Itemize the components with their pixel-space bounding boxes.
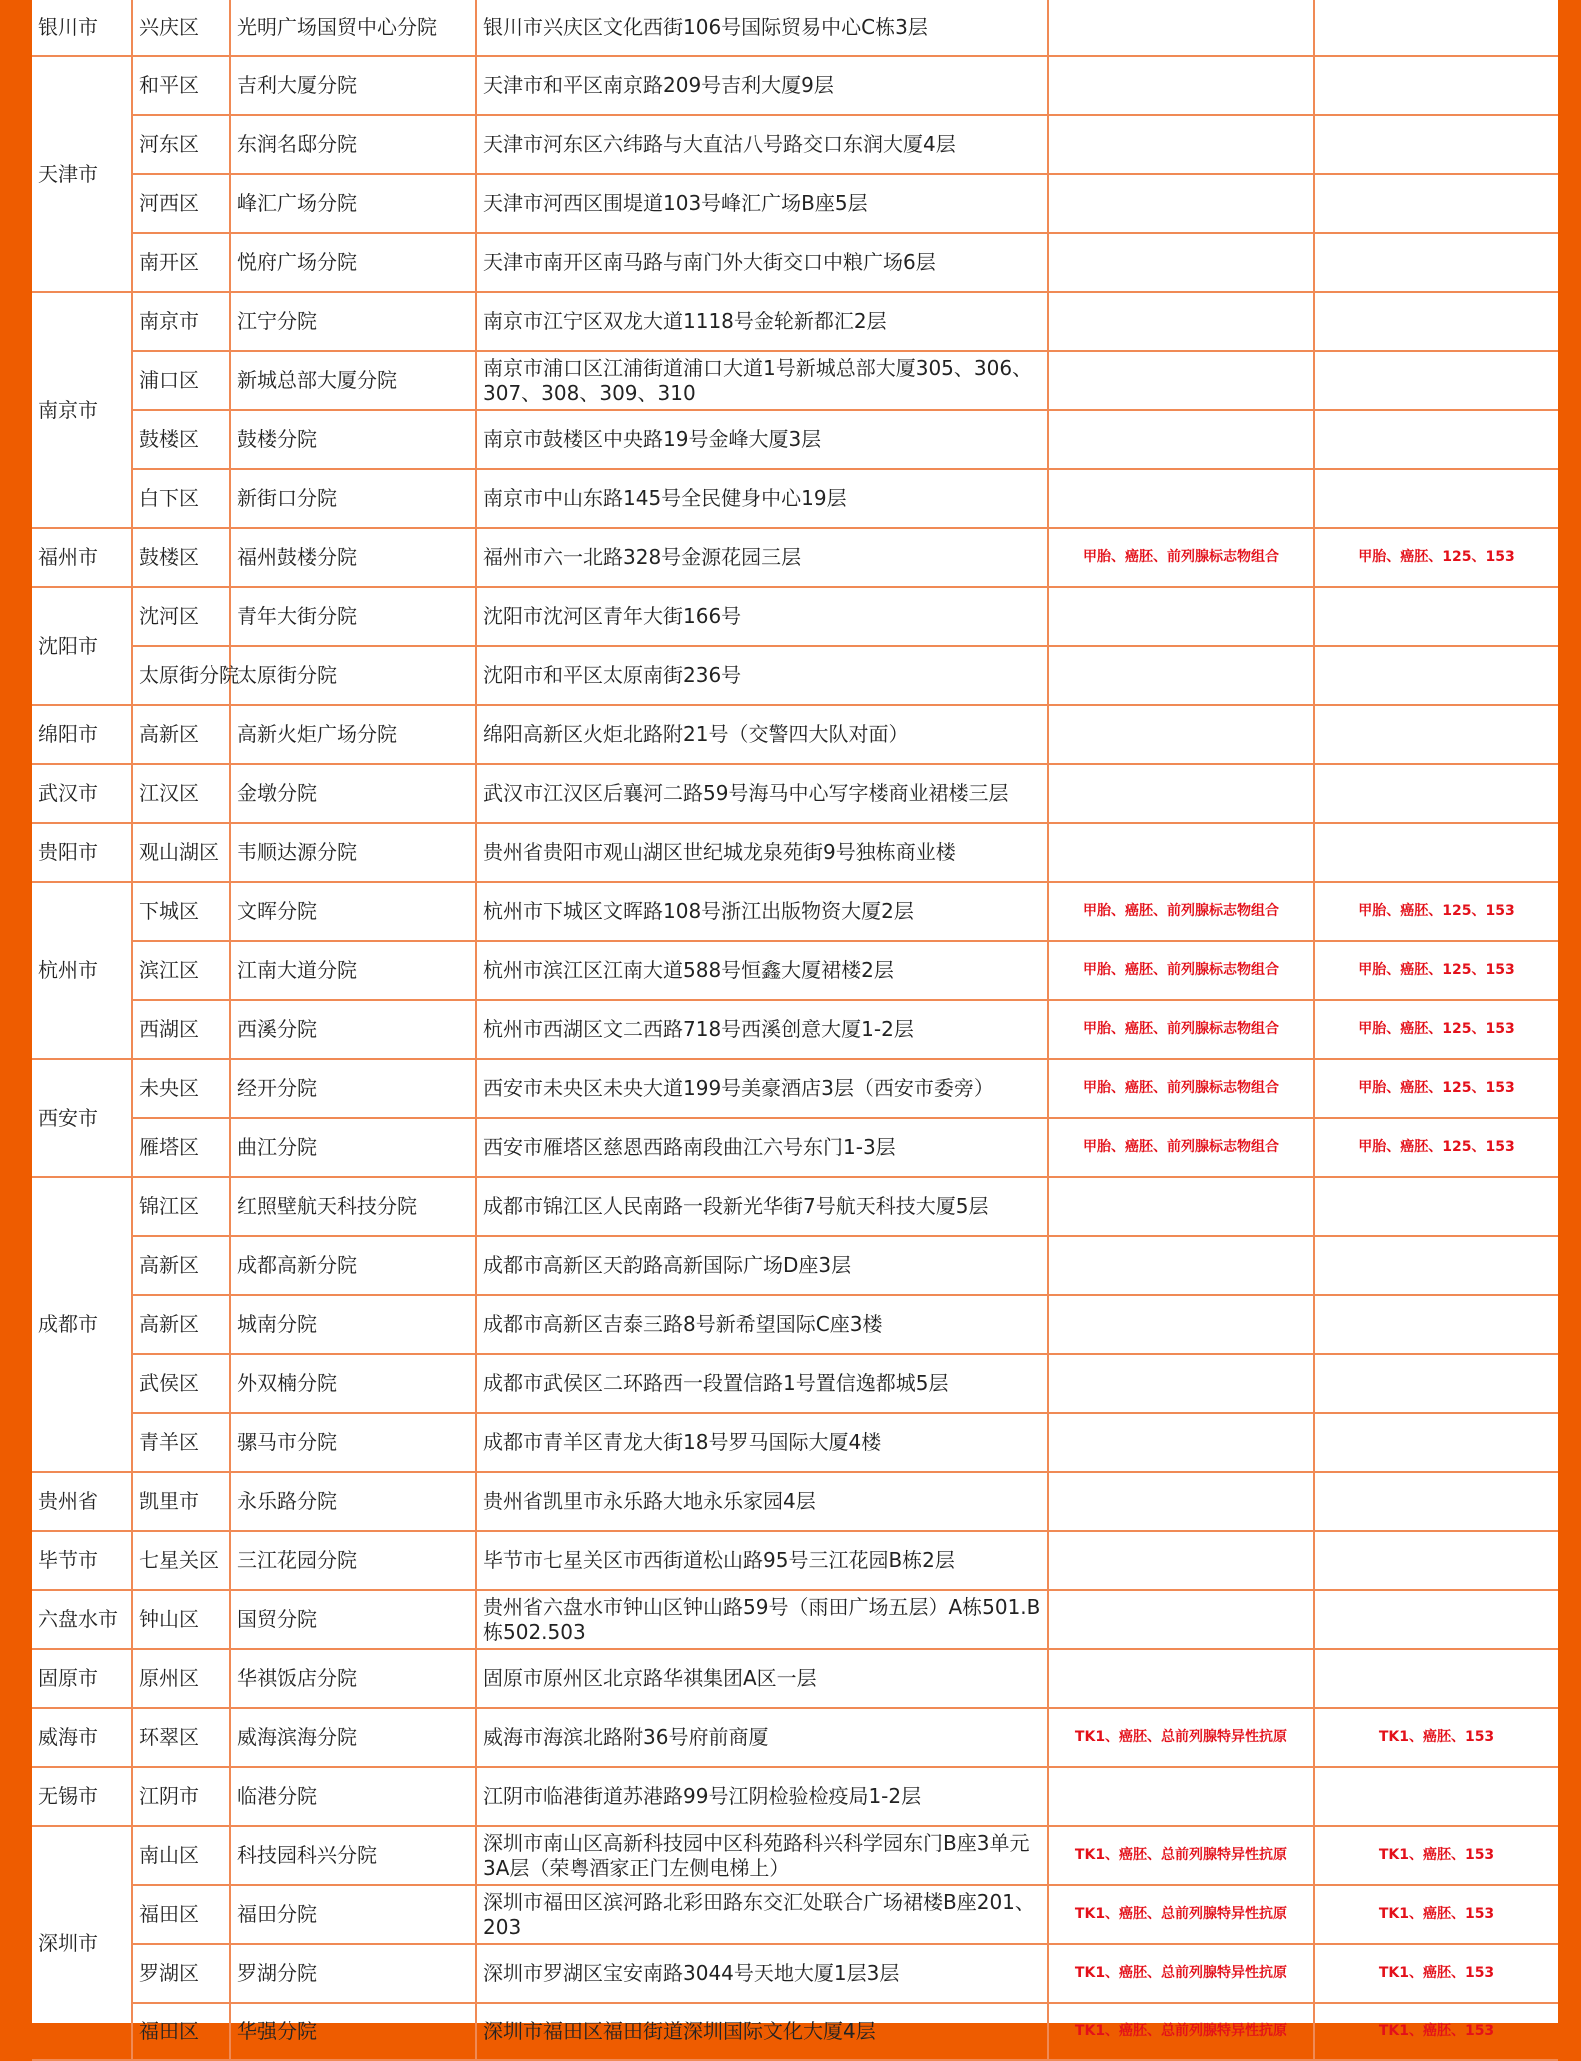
package-a-cell [1048, 115, 1314, 174]
address-cell: 固原市原州区北京路华祺集团A区一层 [476, 1649, 1048, 1708]
package-b-cell: 甲胎、癌胚、125、153 [1314, 1000, 1558, 1059]
address-cell: 深圳市南山区高新科技园中区科苑路科兴科学园东门B座3单元3A层（荣粤酒家正门左侧电梯上） [476, 1826, 1048, 1885]
package-a-cell: 甲胎、癌胚、前列腺标志物组合 [1048, 528, 1314, 587]
address-cell: 贵州省凯里市永乐路大地永乐家园4层 [476, 1472, 1048, 1531]
district-cell: 未央区 [132, 1059, 230, 1118]
city-cell: 福州市 [32, 528, 132, 587]
table-row [32, 1649, 1558, 1708]
address-cell: 江阴市临港街道苏港路99号江阴检验检疫局1-2层 [476, 1767, 1048, 1826]
package-a-cell [1048, 1649, 1314, 1708]
package-a-cell: 甲胎、癌胚、前列腺标志物组合 [1048, 1118, 1314, 1177]
package-b-cell [1314, 1236, 1558, 1295]
package-b-cell: 甲胎、癌胚、125、153 [1314, 1118, 1558, 1177]
district-cell: 七星关区 [132, 1531, 230, 1590]
district-cell: 兴庆区 [132, 0, 230, 56]
branch-name-cell: 江宁分院 [230, 292, 476, 351]
address-cell: 天津市南开区南马路与南门外大街交口中粮广场6层 [476, 233, 1048, 292]
package-a-cell [1048, 56, 1314, 115]
table-row [32, 292, 1558, 351]
address-cell: 深圳市福田区福田街道深圳国际文化大厦4层 [476, 2003, 1048, 2060]
branch-name-cell: 江南大道分院 [230, 941, 476, 1000]
branch-name-cell: 三江花园分院 [230, 1531, 476, 1590]
address-cell: 杭州市下城区文晖路108号浙江出版物资大厦2层 [476, 882, 1048, 941]
branch-name-cell: 国贸分院 [230, 1590, 476, 1649]
city-cell: 无锡市 [32, 1767, 132, 1826]
address-cell: 成都市高新区天韵路高新国际广场D座3层 [476, 1236, 1048, 1295]
city-cell: 武汉市 [32, 764, 132, 823]
table-row [32, 1944, 1558, 2003]
address-cell: 南京市浦口区江浦街道浦口大道1号新城总部大厦305、306、307、308、309、310 [476, 351, 1048, 410]
branch-name-cell: 福州鼓楼分院 [230, 528, 476, 587]
package-b-cell: TK1、癌胚、153 [1314, 1885, 1558, 1944]
table-row [32, 1708, 1558, 1767]
city-cell: 六盘水市 [32, 1590, 132, 1649]
table-row [32, 705, 1558, 764]
package-a-cell: 甲胎、癌胚、前列腺标志物组合 [1048, 941, 1314, 1000]
table-row [32, 0, 1558, 56]
address-cell: 深圳市罗湖区宝安南路3044号天地大厦1层3层 [476, 1944, 1048, 2003]
district-cell: 武侯区 [132, 1354, 230, 1413]
district-cell: 沈河区 [132, 587, 230, 646]
package-a-cell [1048, 1472, 1314, 1531]
city-cell: 西安市 [32, 1059, 132, 1177]
branch-name-cell: 临港分院 [230, 1767, 476, 1826]
district-cell: 南山区 [132, 1826, 230, 1885]
table-row [32, 1826, 1558, 1885]
branch-name-cell: 太原街分院 [230, 646, 476, 705]
address-cell: 南京市江宁区双龙大道1118号金轮新都汇2层 [476, 292, 1048, 351]
district-cell: 河东区 [132, 115, 230, 174]
package-b-cell [1314, 1413, 1558, 1472]
package-b-cell: 甲胎、癌胚、125、153 [1314, 528, 1558, 587]
package-a-cell [1048, 1590, 1314, 1649]
table-row [32, 1767, 1558, 1826]
address-cell: 成都市锦江区人民南路一段新光华街7号航天科技大厦5层 [476, 1177, 1048, 1236]
table-row [32, 882, 1558, 941]
package-b-cell [1314, 1354, 1558, 1413]
branch-name-cell: 悦府广场分院 [230, 233, 476, 292]
package-a-cell [1048, 1531, 1314, 1590]
district-cell: 雁塔区 [132, 1118, 230, 1177]
package-a-cell [1048, 469, 1314, 528]
package-a-cell [1048, 351, 1314, 410]
package-b-cell [1314, 646, 1558, 705]
city-cell: 杭州市 [32, 882, 132, 1059]
branch-name-cell: 华强分院 [230, 2003, 476, 2060]
city-cell: 贵阳市 [32, 823, 132, 882]
table-row [32, 1413, 1558, 1472]
table-row [32, 823, 1558, 882]
district-cell: 凯里市 [132, 1472, 230, 1531]
table-row [32, 646, 1558, 705]
address-cell: 成都市武侯区二环路西一段置信路1号置信逸都城5层 [476, 1354, 1048, 1413]
district-cell: 和平区 [132, 56, 230, 115]
address-cell: 南京市中山东路145号全民健身中心19层 [476, 469, 1048, 528]
table-row [32, 1177, 1558, 1236]
package-b-cell: 甲胎、癌胚、125、153 [1314, 882, 1558, 941]
city-cell: 贵州省 [32, 1472, 132, 1531]
address-cell: 威海市海滨北路附36号府前商厦 [476, 1708, 1048, 1767]
branch-table-body [32, 0, 1558, 2060]
district-cell: 江汉区 [132, 764, 230, 823]
address-cell: 杭州市滨江区江南大道588号恒鑫大厦裙楼2层 [476, 941, 1048, 1000]
package-b-cell [1314, 1767, 1558, 1826]
district-cell: 环翠区 [132, 1708, 230, 1767]
district-cell: 江阴市 [132, 1767, 230, 1826]
branch-name-cell: 骡马市分院 [230, 1413, 476, 1472]
table-row [32, 1295, 1558, 1354]
address-cell: 天津市河西区围堤道103号峰汇广场B座5层 [476, 174, 1048, 233]
branch-name-cell: 外双楠分院 [230, 1354, 476, 1413]
package-b-cell [1314, 1531, 1558, 1590]
district-cell: 鼓楼区 [132, 410, 230, 469]
city-cell: 固原市 [32, 1649, 132, 1708]
branch-name-cell: 青年大街分院 [230, 587, 476, 646]
address-cell: 天津市河东区六纬路与大直沽八号路交口东润大厦4层 [476, 115, 1048, 174]
district-cell: 太原街分院 [132, 646, 230, 705]
package-a-cell [1048, 764, 1314, 823]
package-b-cell [1314, 233, 1558, 292]
package-a-cell [1048, 646, 1314, 705]
package-b-cell: TK1、癌胚、153 [1314, 1826, 1558, 1885]
district-cell: 青羊区 [132, 1413, 230, 1472]
package-b-cell [1314, 1590, 1558, 1649]
package-b-cell [1314, 115, 1558, 174]
address-cell: 杭州市西湖区文二西路718号西溪创意大厦1-2层 [476, 1000, 1048, 1059]
district-cell: 河西区 [132, 174, 230, 233]
table-row [32, 1118, 1558, 1177]
address-cell: 沈阳市沈河区青年大街166号 [476, 587, 1048, 646]
address-cell: 贵州省六盘水市钟山区钟山路59号（雨田广场五层）A栋501.B栋502.503 [476, 1590, 1048, 1649]
package-a-cell: TK1、癌胚、总前列腺特异性抗原 [1048, 1885, 1314, 1944]
table-row [32, 469, 1558, 528]
branch-name-cell: 韦顺达源分院 [230, 823, 476, 882]
package-a-cell [1048, 292, 1314, 351]
address-cell: 西安市雁塔区慈恩西路南段曲江六号东门1-3层 [476, 1118, 1048, 1177]
district-cell: 高新区 [132, 1295, 230, 1354]
package-a-cell [1048, 1236, 1314, 1295]
district-cell: 浦口区 [132, 351, 230, 410]
table-row [32, 764, 1558, 823]
package-b-cell [1314, 1649, 1558, 1708]
package-b-cell [1314, 1295, 1558, 1354]
table-row [32, 587, 1558, 646]
branch-name-cell: 峰汇广场分院 [230, 174, 476, 233]
district-cell: 白下区 [132, 469, 230, 528]
district-cell: 锦江区 [132, 1177, 230, 1236]
package-a-cell: 甲胎、癌胚、前列腺标志物组合 [1048, 882, 1314, 941]
package-b-cell: 甲胎、癌胚、125、153 [1314, 941, 1558, 1000]
package-a-cell [1048, 705, 1314, 764]
branch-name-cell: 文晖分院 [230, 882, 476, 941]
branch-name-cell: 东润名邸分院 [230, 115, 476, 174]
branch-name-cell: 红照壁航天科技分院 [230, 1177, 476, 1236]
package-a-cell [1048, 174, 1314, 233]
branch-name-cell: 西溪分院 [230, 1000, 476, 1059]
package-a-cell [1048, 1767, 1314, 1826]
table-row [32, 528, 1558, 587]
branch-name-cell: 吉利大厦分院 [230, 56, 476, 115]
package-a-cell [1048, 0, 1314, 56]
district-cell: 滨江区 [132, 941, 230, 1000]
table-row [32, 56, 1558, 115]
package-a-cell [1048, 1354, 1314, 1413]
branch-name-cell: 科技园科兴分院 [230, 1826, 476, 1885]
district-cell: 西湖区 [132, 1000, 230, 1059]
table-row [32, 1885, 1558, 1944]
package-b-cell [1314, 469, 1558, 528]
table-row [32, 2003, 1558, 2060]
city-cell: 天津市 [32, 56, 132, 292]
branch-name-cell: 城南分院 [230, 1295, 476, 1354]
address-cell: 福州市六一北路328号金源花园三层 [476, 528, 1048, 587]
table-row [32, 1354, 1558, 1413]
city-cell: 威海市 [32, 1708, 132, 1767]
city-cell: 毕节市 [32, 1531, 132, 1590]
package-a-cell [1048, 587, 1314, 646]
branch-name-cell: 光明广场国贸中心分院 [230, 0, 476, 56]
district-cell: 下城区 [132, 882, 230, 941]
address-cell: 沈阳市和平区太原南街236号 [476, 646, 1048, 705]
package-b-cell [1314, 1472, 1558, 1531]
branch-name-cell: 新街口分院 [230, 469, 476, 528]
branch-name-cell: 金墩分院 [230, 764, 476, 823]
address-cell: 南京市鼓楼区中央路19号金峰大厦3层 [476, 410, 1048, 469]
package-a-cell: TK1、癌胚、总前列腺特异性抗原 [1048, 1944, 1314, 2003]
package-b-cell [1314, 1177, 1558, 1236]
district-cell: 鼓楼区 [132, 528, 230, 587]
table-row [32, 1590, 1558, 1649]
package-b-cell [1314, 292, 1558, 351]
branch-name-cell: 曲江分院 [230, 1118, 476, 1177]
city-cell: 成都市 [32, 1177, 132, 1472]
branch-name-cell: 威海滨海分院 [230, 1708, 476, 1767]
branch-name-cell: 华祺饭店分院 [230, 1649, 476, 1708]
package-a-cell [1048, 1413, 1314, 1472]
package-a-cell [1048, 1177, 1314, 1236]
package-b-cell [1314, 56, 1558, 115]
district-cell: 南京市 [132, 292, 230, 351]
package-a-cell: TK1、癌胚、总前列腺特异性抗原 [1048, 1708, 1314, 1767]
district-cell: 钟山区 [132, 1590, 230, 1649]
package-b-cell [1314, 174, 1558, 233]
city-cell: 绵阳市 [32, 705, 132, 764]
package-b-cell [1314, 587, 1558, 646]
branch-name-cell: 永乐路分院 [230, 1472, 476, 1531]
table-row [32, 351, 1558, 410]
table-row [32, 410, 1558, 469]
branch-name-cell: 鼓楼分院 [230, 410, 476, 469]
address-cell: 天津市和平区南京路209号吉利大厦9层 [476, 56, 1048, 115]
address-cell: 银川市兴庆区文化西街106号国际贸易中心C栋3层 [476, 0, 1048, 56]
table-row [32, 1531, 1558, 1590]
district-cell: 高新区 [132, 1236, 230, 1295]
package-b-cell: TK1、癌胚、153 [1314, 1708, 1558, 1767]
table-row [32, 233, 1558, 292]
branch-name-cell: 经开分院 [230, 1059, 476, 1118]
package-a-cell: TK1、癌胚、总前列腺特异性抗原 [1048, 1826, 1314, 1885]
district-cell: 南开区 [132, 233, 230, 292]
package-b-cell [1314, 705, 1558, 764]
district-cell: 观山湖区 [132, 823, 230, 882]
district-cell: 高新区 [132, 705, 230, 764]
package-b-cell [1314, 351, 1558, 410]
city-cell: 深圳市 [32, 1826, 132, 2060]
package-b-cell: 甲胎、癌胚、125、153 [1314, 1059, 1558, 1118]
branch-name-cell: 高新火炬广场分院 [230, 705, 476, 764]
address-cell: 绵阳高新区火炬北路附21号（交警四大队对面） [476, 705, 1048, 764]
city-cell: 银川市 [32, 0, 132, 56]
address-cell: 成都市青羊区青龙大街18号罗马国际大厦4楼 [476, 1413, 1048, 1472]
address-cell: 武汉市江汉区后襄河二路59号海马中心写字楼商业裙楼三层 [476, 764, 1048, 823]
package-a-cell: TK1、癌胚、总前列腺特异性抗原 [1048, 2003, 1314, 2060]
address-cell: 西安市未央区未央大道199号美豪酒店3层（西安市委旁） [476, 1059, 1048, 1118]
district-cell: 福田区 [132, 1885, 230, 1944]
address-cell: 毕节市七星关区市西街道松山路95号三江花园B栋2层 [476, 1531, 1048, 1590]
package-b-cell [1314, 410, 1558, 469]
district-cell: 福田区 [132, 2003, 230, 2060]
package-b-cell [1314, 0, 1558, 56]
table-row [32, 941, 1558, 1000]
address-cell: 贵州省贵阳市观山湖区世纪城龙泉苑街9号独栋商业楼 [476, 823, 1048, 882]
district-cell: 原州区 [132, 1649, 230, 1708]
city-cell: 南京市 [32, 292, 132, 528]
package-b-cell: TK1、癌胚、153 [1314, 1944, 1558, 2003]
package-b-cell [1314, 764, 1558, 823]
branch-list-sheet [32, 0, 1558, 2043]
branch-name-cell: 新城总部大厦分院 [230, 351, 476, 410]
package-a-cell [1048, 410, 1314, 469]
package-b-cell: TK1、癌胚、153 [1314, 2003, 1558, 2060]
package-a-cell [1048, 1295, 1314, 1354]
table-row [32, 115, 1558, 174]
address-cell: 深圳市福田区滨河路北彩田路东交汇处联合广场裙楼B座201、203 [476, 1885, 1048, 1944]
branch-name-cell: 福田分院 [230, 1885, 476, 1944]
package-a-cell: 甲胎、癌胚、前列腺标志物组合 [1048, 1000, 1314, 1059]
table-row [32, 174, 1558, 233]
package-a-cell [1048, 233, 1314, 292]
package-b-cell [1314, 823, 1558, 882]
table-row [32, 1236, 1558, 1295]
district-cell: 罗湖区 [132, 1944, 230, 2003]
branch-table [32, 0, 1558, 2061]
city-cell: 沈阳市 [32, 587, 132, 705]
table-row [32, 1000, 1558, 1059]
address-cell: 成都市高新区吉泰三路8号新希望国际C座3楼 [476, 1295, 1048, 1354]
package-a-cell: 甲胎、癌胚、前列腺标志物组合 [1048, 1059, 1314, 1118]
table-row [32, 1472, 1558, 1531]
table-row [32, 1059, 1558, 1118]
package-a-cell [1048, 823, 1314, 882]
branch-name-cell: 成都高新分院 [230, 1236, 476, 1295]
branch-name-cell: 罗湖分院 [230, 1944, 476, 2003]
